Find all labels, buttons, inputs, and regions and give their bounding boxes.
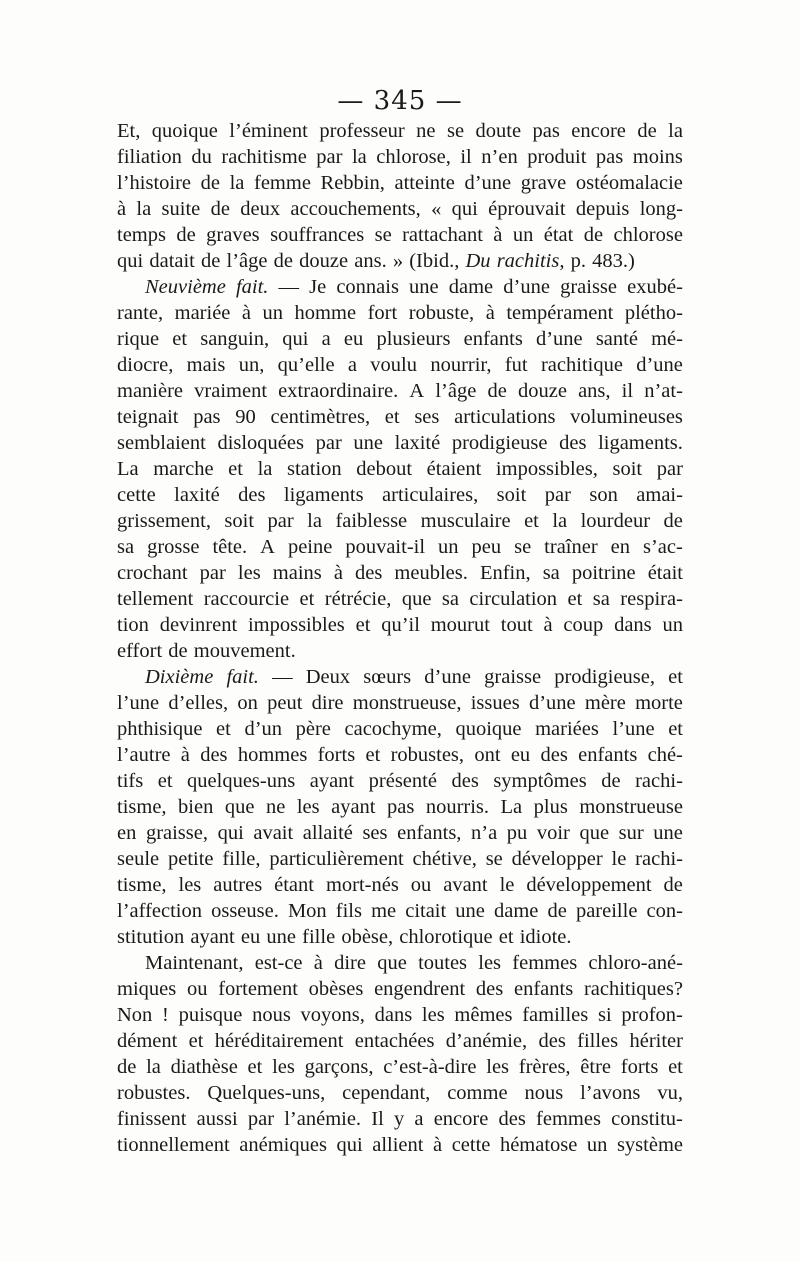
text-line: l’affection osseuse. Mon fils me citait une dame de pareille con- [117, 900, 683, 922]
text-line: Maintenant, est-ce à dire que toutes les femmes chloro-ané- [145, 952, 683, 974]
text-line: seule petite fille, particulièrement chétive, se développer le rachi- [117, 848, 683, 870]
text-line: tion devinrent impossibles et qu’il mourut tout à coup dans un [117, 614, 683, 636]
text-line: crochant par les mains à des meubles. Enfin, sa poitrine était [117, 562, 683, 584]
text-line: tionnellement anémiques qui allient à cette hématose un système [117, 1134, 683, 1156]
text-line: rique et sanguin, qui a eu plusieurs enfants d’une santé mé- [117, 328, 683, 350]
text-line: filiation du rachitisme par la chlorose, il n’en produit pas moins [117, 146, 683, 168]
body-text [117, 118, 683, 1158]
text-line: Neuvième fait. — Je connais une dame d’une graisse exubé- [145, 276, 683, 298]
text-line: tellement raccourcie et rétrécie, que sa circulation et sa respira- [117, 588, 683, 610]
text-line: sa grosse tête. A peine pouvait-il un peu se traîner en s’ac- [117, 536, 683, 558]
text-line: diocre, mais un, qu’elle a voulu nourrir, fut rachitique d’une [117, 354, 683, 376]
text-line: finissent aussi par l’anémie. Il y a encore des femmes constitu- [117, 1108, 683, 1130]
text-line: tifs et quelques-uns ayant présenté des symptômes de rachi- [117, 770, 683, 792]
text-line: à la suite de deux accouchements, « qui éprouvait depuis long- [117, 198, 683, 220]
text-line: miques ou fortement obèses engendrent des enfants rachitiques? [117, 978, 683, 1000]
text-line: temps de graves souffrances se rattachant à un état de chlorose [117, 224, 683, 246]
text-line: de la diathèse et les garçons, c’est-à-dire les frères, être forts et [117, 1056, 683, 1078]
text-line: l’histoire de la femme Rebbin, atteinte d’une grave ostéomalacie [117, 172, 683, 194]
text-line: l’une d’elles, on peut dire monstrueuse, issues d’une mère morte [117, 692, 683, 714]
text-line: robustes. Quelques-uns, cependant, comme nous l’avons vu, [117, 1082, 683, 1104]
text-line: manière vraiment extraordinaire. A l’âge de douze ans, il n’at- [117, 380, 683, 402]
text-line: dément et héréditairement entachées d’anémie, des filles hériter [117, 1030, 683, 1052]
text-line: Et, quoique l’éminent professeur ne se doute pas encore de la [117, 120, 683, 142]
text-line: stitution ayant eu une fille obèse, chlorotique et idiote. [117, 926, 572, 948]
page-number: — 345 — [337, 86, 463, 116]
text-line: effort de mouvement. [117, 640, 296, 662]
text-line: tisme, bien que ne les ayant pas nourris. La plus monstrueuse [117, 796, 683, 818]
text-line: phthisique et d’un père cacochyme, quoique mariées l’une et [117, 718, 683, 740]
text-line: Dixième fait. — Deux sœurs d’une graisse prodigieuse, et [145, 666, 683, 688]
text-line: l’autre à des hommes forts et robustes, ont eu des enfants ché- [117, 744, 683, 766]
text-line: rante, mariée à un homme fort robuste, à tempérament plétho- [117, 302, 683, 324]
text-line: grissement, soit par la faiblesse musculaire et la lourdeur de [117, 510, 683, 532]
text-line: cette laxité des ligaments articulaires, soit par son amai- [117, 484, 683, 506]
text-line: tisme, les autres étant mort-nés ou avant le développement de [117, 874, 683, 896]
text-line: Non ! puisque nous voyons, dans les mêmes familles si profon- [117, 1004, 683, 1026]
text-line: qui datait de l’âge de douze ans. » (Ibid., Du rachitis, p. 483.) [117, 250, 635, 272]
text-line: La marche et la station debout étaient impossibles, soit par [117, 458, 683, 480]
text-line: semblaient disloquées par une laxité prodigieuse des ligaments. [117, 432, 683, 454]
text-line: en graisse, qui avait allaité ses enfants, n’a pu voir que sur une [117, 822, 683, 844]
text-line: teignait pas 90 centimètres, et ses articulations volumineuses [117, 406, 683, 428]
